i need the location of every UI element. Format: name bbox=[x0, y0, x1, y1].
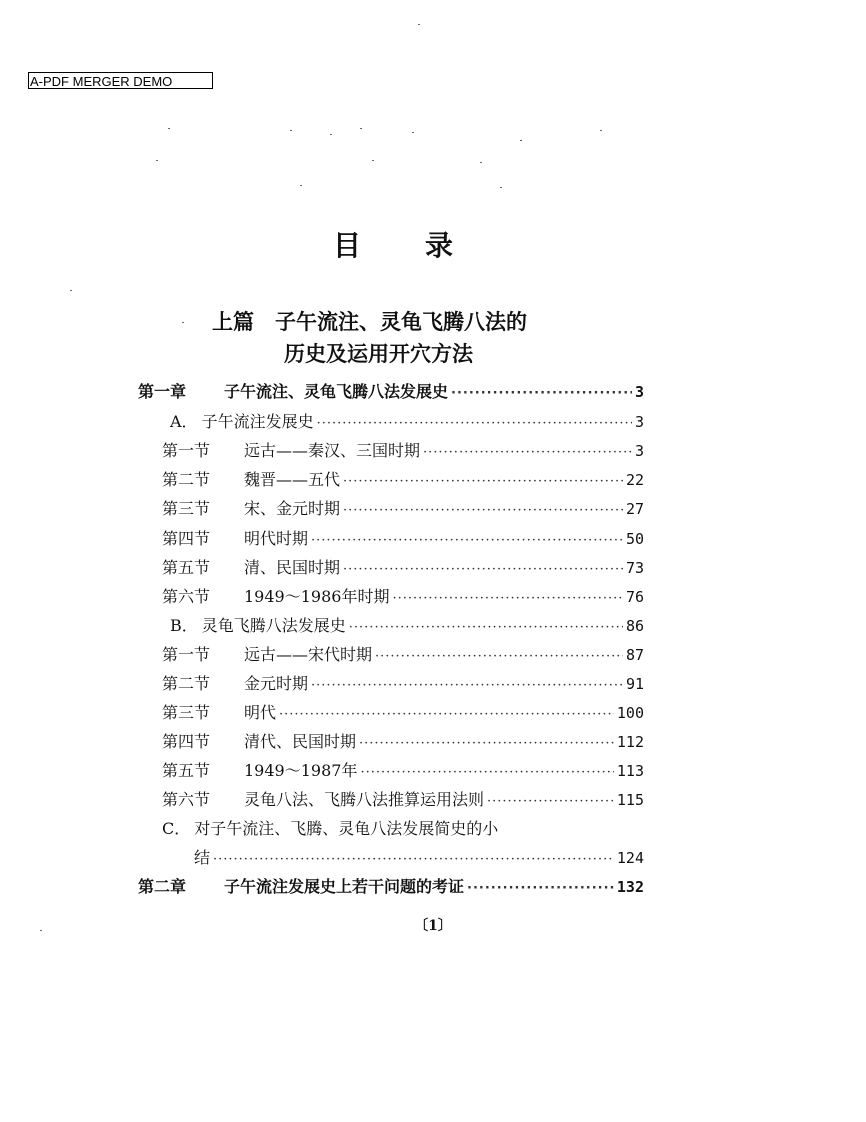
toc-entry[interactable]: 第五节 清、民国时期 ····· 73 bbox=[162, 557, 644, 579]
pdf-merger-watermark: A-PDF MERGER DEMO bbox=[28, 72, 213, 89]
toc-entry[interactable]: A． 子午流注发展史 ····· 3 bbox=[170, 411, 644, 433]
toc-entry[interactable]: 第六节 1949～1986年时期 ····· 76 bbox=[162, 586, 644, 608]
toc-entry[interactable]: 第二节 金元时期 ····· 91 bbox=[162, 673, 644, 695]
toc-entry[interactable]: 第一节 远古——宋代时期 ····· 87 bbox=[162, 644, 644, 666]
toc-entry[interactable]: 第三节 明代 ····· 100 bbox=[162, 702, 644, 724]
toc-entry[interactable]: C． 对子午流注、飞腾、灵龟八法发展简史的小 bbox=[162, 819, 499, 838]
toc-entry[interactable]: B． 灵龟飞腾八法发展史 ····· 86 bbox=[170, 615, 644, 637]
toc-entry[interactable]: 第二节 魏晋——五代 ····· 22 bbox=[162, 469, 644, 491]
title-char-1: 目 bbox=[333, 229, 362, 262]
title-char-2: 录 bbox=[425, 229, 454, 262]
toc-entry[interactable]: 第一章 子午流注、灵龟飞腾八法发展史 ····· 3 bbox=[138, 381, 644, 403]
toc-entry[interactable]: 第一节 远古——秦汉、三国时期 ····· 3 bbox=[162, 440, 644, 462]
toc-entry[interactable]: 第四节 清代、民国时期 ····· 112 bbox=[162, 731, 644, 753]
toc-entry[interactable]: 第四节 明代时期 ····· 50 bbox=[162, 528, 644, 550]
toc-entry-continuation[interactable]: 结 ····· 124 bbox=[194, 847, 644, 869]
toc-entry[interactable]: 第六节 灵龟八法、飞腾八法推算运用法则 ····· 115 bbox=[162, 789, 644, 811]
page-number: 〔1〕 bbox=[414, 918, 452, 934]
page-title bbox=[0, 226, 866, 270]
toc-entry[interactable]: 第三节 宋、金元时期 ····· 27 bbox=[162, 498, 644, 520]
toc-entry[interactable]: 第五节 1949～1987年 ····· 113 bbox=[162, 760, 644, 782]
toc-entry[interactable]: 第二章 子午流注发展史上若干问题的考证 ····· 132 bbox=[138, 876, 644, 898]
